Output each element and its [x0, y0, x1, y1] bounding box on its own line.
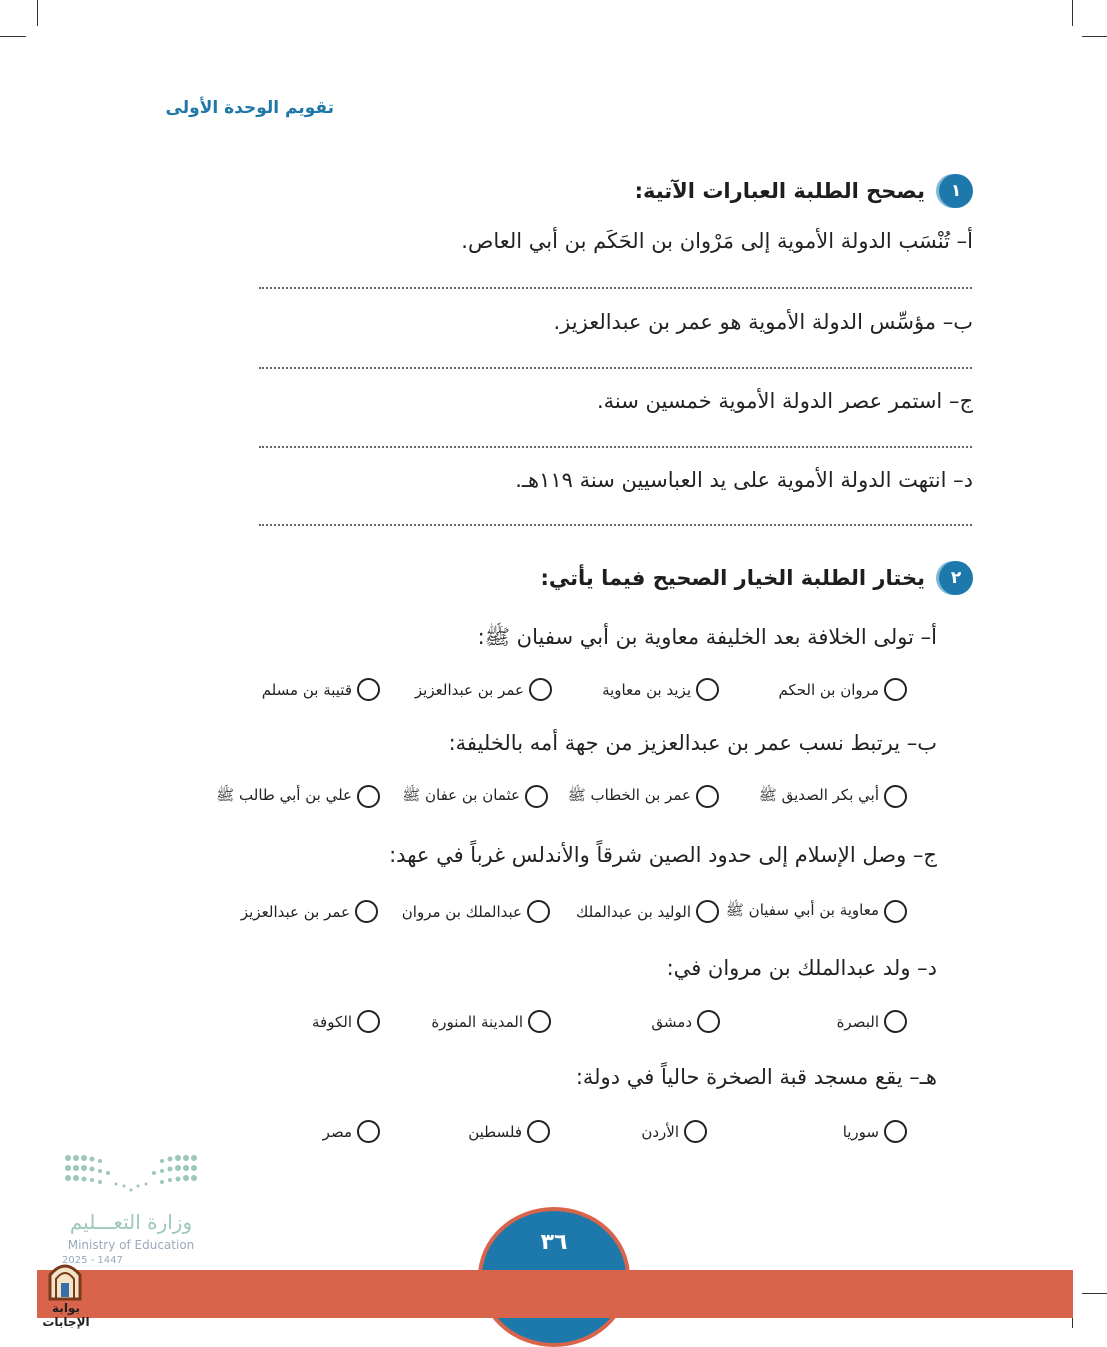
- option-label: عثمان بن عفان ﷺ: [402, 785, 520, 804]
- radio-circle[interactable]: [528, 1010, 551, 1033]
- radio-circle[interactable]: [527, 1120, 550, 1143]
- option-label: دمشق: [651, 1012, 692, 1031]
- option[interactable]: [323, 1120, 380, 1143]
- option[interactable]: [402, 900, 550, 923]
- question-number-badge: ٢: [939, 561, 973, 595]
- option-label: علي بن أبي طالب ﷺ: [216, 785, 352, 804]
- option[interactable]: [312, 1010, 380, 1033]
- question-2b: ب– يرتبط نسب عمر بن عبدالعزيز من جهة أمه بالخليفة:: [448, 731, 937, 755]
- radio-circle[interactable]: [884, 1120, 907, 1143]
- page-number: ٣٦: [540, 1230, 568, 1255]
- option[interactable]: [262, 678, 380, 701]
- option-label: عمر بن عبدالعزيز: [240, 902, 350, 921]
- radio-circle[interactable]: [525, 785, 548, 808]
- option-label: مصر: [322, 1122, 352, 1141]
- radio-circle[interactable]: [884, 678, 907, 701]
- radio-circle[interactable]: [357, 1120, 380, 1143]
- option[interactable]: [651, 1010, 720, 1033]
- answer-line[interactable]: [259, 524, 972, 526]
- option-label: الوليد بن عبدالملك: [576, 902, 691, 921]
- option[interactable]: [216, 785, 380, 808]
- option-label: عبدالملك بن مروان: [401, 902, 522, 921]
- option-label: الأردن: [641, 1122, 679, 1141]
- radio-circle[interactable]: [527, 900, 550, 923]
- radio-circle[interactable]: [355, 900, 378, 923]
- option[interactable]: [431, 1010, 551, 1033]
- question-1-heading: يصحح الطلبة العبارات الآتية:: [634, 179, 925, 203]
- option-label: يزيد بن معاوية: [602, 680, 691, 699]
- option[interactable]: [402, 785, 548, 808]
- site-name: بوابة الإجابات: [42, 1301, 90, 1329]
- option-label: فلسطين: [468, 1122, 522, 1141]
- option-label: مروان بن الحكم: [778, 680, 879, 699]
- option[interactable]: [843, 1120, 907, 1143]
- statement-c: ج– استمر عصر الدولة الأموية خمسين سنة.: [596, 389, 973, 413]
- statement-d: د– انتهت الدولة الأموية على يد العباسيين سنة ١١٩هـ.: [515, 468, 973, 492]
- answer-line[interactable]: [259, 287, 972, 289]
- radio-circle[interactable]: [884, 900, 907, 923]
- crop-mark: [1082, 1293, 1107, 1294]
- option[interactable]: [576, 900, 719, 923]
- ministry-year: 2025 - 1447: [62, 1255, 123, 1266]
- radio-circle[interactable]: [697, 1010, 720, 1033]
- option[interactable]: [778, 678, 907, 701]
- crop-mark: [0, 36, 26, 37]
- option-label: البصرة: [836, 1012, 879, 1031]
- unit-title: تقويم الوحدة الأولى: [165, 98, 334, 118]
- question-2a: أ– تولى الخلافة بعد الخليفة معاوية بن أبي سفيان ﷺ:: [477, 625, 937, 649]
- radio-circle[interactable]: [357, 785, 380, 808]
- crop-mark: [1082, 36, 1107, 37]
- option[interactable]: [568, 785, 719, 808]
- radio-circle[interactable]: [357, 1010, 380, 1033]
- radio-circle[interactable]: [696, 678, 719, 701]
- answer-line[interactable]: [259, 446, 972, 448]
- statement-b: ب– مؤسِّس الدولة الأموية هو عمر بن عبدالعزيز.: [553, 310, 973, 334]
- radio-circle[interactable]: [884, 785, 907, 808]
- option[interactable]: [468, 1120, 550, 1143]
- option-label: قتيبة بن مسلم: [261, 680, 352, 699]
- option[interactable]: [759, 785, 907, 808]
- statement-a: أ– تُنْسَب الدولة الأموية إلى مَرْوان بن الحَكَم بن أبي العاص.: [461, 229, 973, 253]
- footer-bar: [37, 1270, 1073, 1318]
- crop-mark: [37, 0, 38, 26]
- option-label: معاوية بن أبي سفيان ﷺ: [725, 900, 879, 919]
- question-2e: هـ– يقع مسجد قبة الصخرة حالياً في دولة:: [575, 1065, 937, 1089]
- option-label: سوريا: [842, 1122, 879, 1141]
- question-2c: ج– وصل الإسلام إلى حدود الصين شرقاً والأندلس غرباً في عهد:: [389, 843, 937, 867]
- radio-circle[interactable]: [696, 785, 719, 808]
- option[interactable]: [602, 678, 719, 701]
- question-2-heading: يختار الطلبة الخيار الصحيح فيما يأتي:: [540, 566, 925, 590]
- ministry-name-en: Ministry of Education: [67, 1238, 195, 1252]
- question-number-badge: ١: [939, 174, 973, 208]
- option[interactable]: [415, 678, 552, 701]
- question-2-heading-row: [540, 561, 973, 595]
- option-label: المدينة المنورة: [431, 1012, 523, 1031]
- radio-circle[interactable]: [884, 1010, 907, 1033]
- ministry-logo-icon: [62, 1150, 202, 1200]
- crop-mark: [1072, 0, 1073, 26]
- radio-circle[interactable]: [684, 1120, 707, 1143]
- option-label: عمر بن الخطاب ﷺ: [567, 785, 691, 804]
- question-1-heading-row: [635, 174, 973, 208]
- option-label: الكوفة: [312, 1012, 352, 1031]
- ministry-name-ar: وزارة التعـــليم: [69, 1210, 193, 1234]
- option[interactable]: [726, 900, 907, 923]
- site-logo-icon: [42, 1255, 88, 1303]
- question-2d: د– ولد عبدالملك بن مروان في:: [666, 956, 937, 980]
- option-label: أبي بكر الصديق ﷺ: [758, 785, 879, 804]
- option-label: عمر بن عبدالعزيز: [414, 680, 524, 699]
- radio-circle[interactable]: [357, 678, 380, 701]
- radio-circle[interactable]: [696, 900, 719, 923]
- answer-line[interactable]: [259, 367, 972, 369]
- option[interactable]: [837, 1010, 907, 1033]
- radio-circle[interactable]: [529, 678, 552, 701]
- option[interactable]: [241, 900, 378, 923]
- option[interactable]: [641, 1120, 707, 1143]
